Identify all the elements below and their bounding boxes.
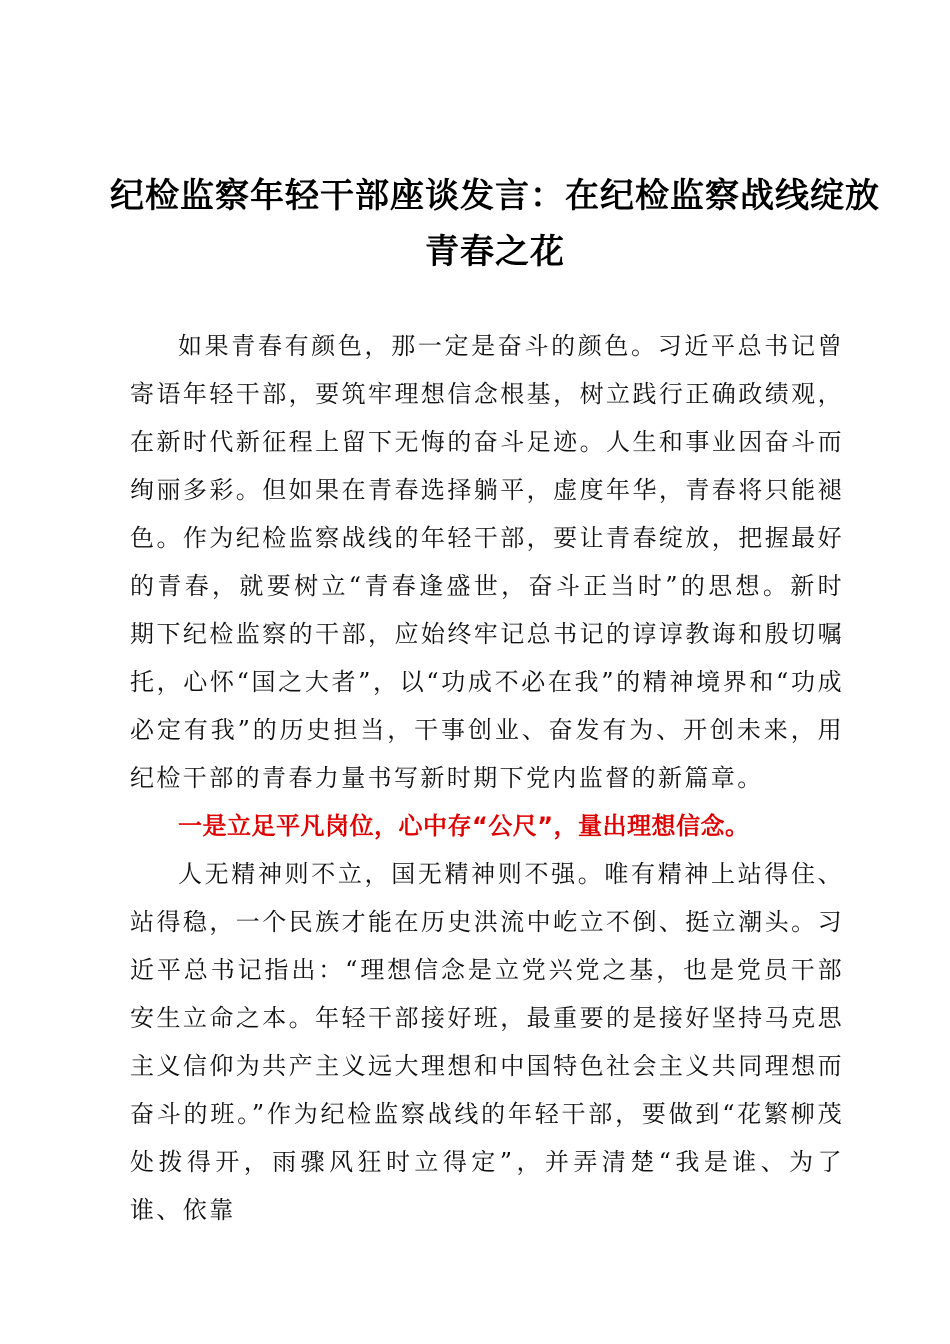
paragraph-section-1: 人无精神则不立，国无精神则不强。唯有精神上站得住、站得稳，一个民族才能在历史洪流中屹立不倒、挺立潮头。习近平总书记指出：“理想信念是立党兴党之基，也是党员干部安生立命之本。年轻干部接好班，最重要的是接好坚持马克思主义信仰为共产主义远大理想和中国特色社会主义共同理想而奋斗的班。”作为纪检监察战线的年轻干部，要做到“花繁柳茂处拨得开，雨骤风狂时立得定”，并弄清楚“我是谁、为了谁、依靠 [130, 860, 844, 1224]
paragraph-intro: 如果青春有颜色，那一定是奋斗的颜色。习近平总书记曾寄语年轻干部，要筑牢理想信念根基，树立践行正确政绩观，在新时代新征程上留下无悔的奋斗足迹。人生和事业因奋斗而绚丽多彩。但如果在青春选择躺平，虚度年华，青春将只能褪色。作为纪检监察战线的年轻干部，要让青春绽放，把握最好的青春，就要树立“青春逢盛世，奋斗正当时”的思想。新时期下纪检监察的干部，应始终牢记总书记的谆谆教诲和殷切嘱托，心怀“国之大者”，以“功成不必在我”的精神境界和“功成必定有我”的历史担当，干事创业、奋发有为、开创未来，用纪检干部的青春力量书写新时期下党内监督的新篇章。 [130, 332, 844, 792]
section-heading-1: 一是立足平凡岗位，心中存“公尺”，量出理想信念。 [178, 812, 750, 840]
document-title: 纪检监察年轻干部座谈发言：在纪检监察战线绽放青春之花 [110, 176, 880, 272]
document-body [130, 322, 844, 1234]
